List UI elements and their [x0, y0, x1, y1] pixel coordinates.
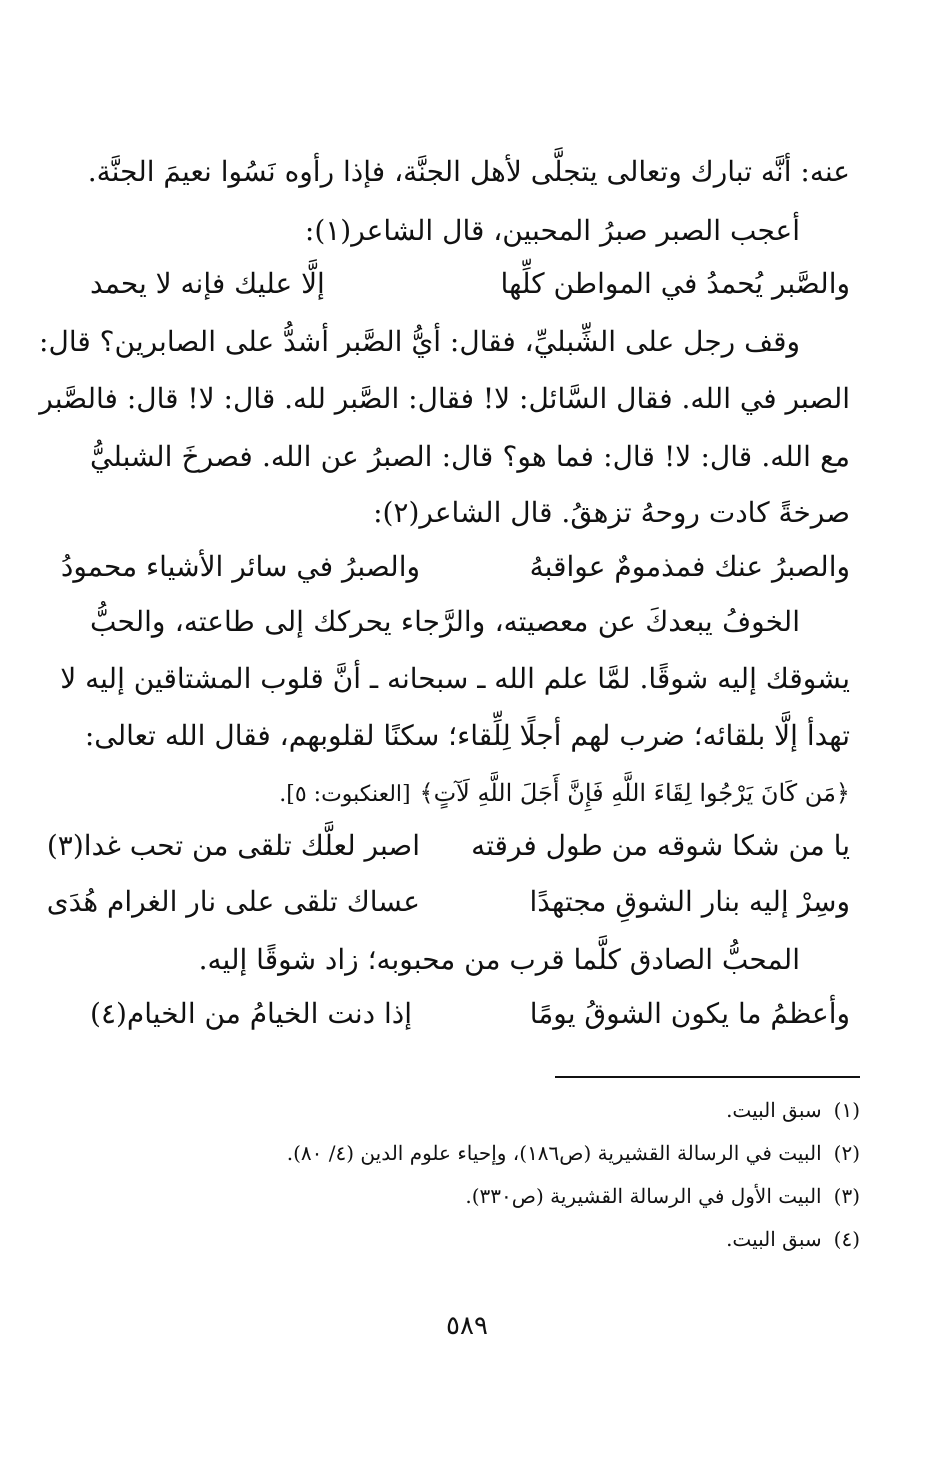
footnote-3-number: (٣): [833, 1184, 860, 1208]
body-line-6: صرخةً كادت روحهُ تزهقُ. قال الشاعر(٢):: [373, 496, 850, 529]
footnote-1-number: (١): [833, 1098, 860, 1122]
verse-3-second-hemistich: اصبر لعلَّك تلقى من تحب غدا(٣): [46, 829, 420, 862]
verse-4-second-hemistich: عساك تلقى على نار الغرام هُدَى: [46, 885, 420, 918]
body-line-1: عنه: أنَّه تبارك وتعالى يتجلَّى لأهل الجنَّة، فإذا رأوه نَسُوا نعيمَ الجنَّة.: [87, 155, 850, 188]
verse-3-first-hemistich: يا من شكا شوقه من طول فرقته: [471, 829, 850, 862]
footnote-4-text: سبق البيت.: [726, 1227, 822, 1251]
verse-2: [60, 543, 850, 591]
verse-1: [90, 260, 850, 308]
verse-5: [90, 990, 850, 1038]
quran-citation-line: [90, 768, 850, 816]
body-line-8: يشوقك إليه شوقًا. لمَّا علم الله ـ سبحانه ـ أنَّ قلوب المشتاقين إليه لا: [60, 662, 850, 695]
footnote-1-text: سبق البيت.: [726, 1098, 822, 1122]
footnote-separator: [555, 1076, 860, 1078]
footnote-3: [200, 1178, 860, 1214]
verse-4: [46, 878, 850, 926]
verse-1-second-hemistich: إلَّا عليك فإنه لا يحمد: [90, 267, 325, 300]
body-line-9: تهدأ إلَّا بلقائه؛ ضرب لهم أجلًا لِلِّقاء؛ سكنًا لقلوبهم، فقال الله تعالى:: [84, 719, 850, 752]
body-line-3: وقف رجل على الشِّبليِّ، فقال: أيُّ الصَّبر أشدُّ على الصابرين؟ قال:: [39, 325, 800, 358]
quran-verse: ﴿مَن كَانَ يَرْجُوا لِقَاءَ اللَّهِ فَإِنَّ أَجَلَ اللَّهِ لَآتٍ﴾: [419, 779, 850, 807]
verse-3: [46, 822, 850, 870]
verse-4-first-hemistich: وسِرْ إليه بنار الشوقِ مجتهدًا: [529, 885, 850, 918]
footnote-4-number: (٤): [833, 1227, 860, 1251]
body-line-4: الصبر في الله. فقال السَّائل: لا! فقال: الصَّبر لله. قال: لا! قال: فالصَّبر: [39, 382, 850, 415]
body-line-7: الخوفُ يبعدكَ عن معصيته، والرَّجاء يحركك إلى طاعته، والحبُّ: [90, 605, 800, 638]
quran-reference: [العنكبوت: ٥].: [279, 782, 411, 807]
page-number: ٥٨٩: [446, 1311, 488, 1341]
verse-2-second-hemistich: والصبرُ في سائر الأشياء محمودُ: [60, 550, 420, 583]
footnote-2-number: (٢): [833, 1141, 860, 1165]
body-line-5: مع الله. قال: لا! قال: فما هو؟ قال: الصبرُ عن الله. فصرخَ الشبليُّ: [90, 440, 850, 473]
verse-5-first-hemistich: وأعظمُ ما يكون الشوقُ يومًا: [529, 997, 850, 1030]
body-line-2: أعجب الصبر صبرُ المحبين، قال الشاعر(١):: [304, 214, 800, 247]
footnote-2-text: البيت في الرسالة القشيرية (ص١٨٦)، وإحياء علوم الدين (٤/ ٨٠).: [286, 1141, 822, 1165]
footnote-3-text: البيت الأول في الرسالة القشيرية (ص٣٣٠).: [465, 1184, 822, 1208]
footnote-1: [200, 1092, 860, 1128]
verse-1-first-hemistich: والصَّبر يُحمدُ في المواطن كلِّها: [500, 267, 850, 300]
footnote-4: [200, 1221, 860, 1257]
footnote-2: [200, 1135, 860, 1171]
verse-2-first-hemistich: والصبرُ عنك فمذمومٌ عواقبهُ: [529, 550, 850, 583]
verse-5-second-hemistich: إذا دنت الخيامُ من الخيام(٤): [90, 997, 413, 1030]
body-line-10: المحبُّ الصادق كلَّما قرب من محبوبه؛ زاد شوقًا إليه.: [198, 943, 800, 976]
